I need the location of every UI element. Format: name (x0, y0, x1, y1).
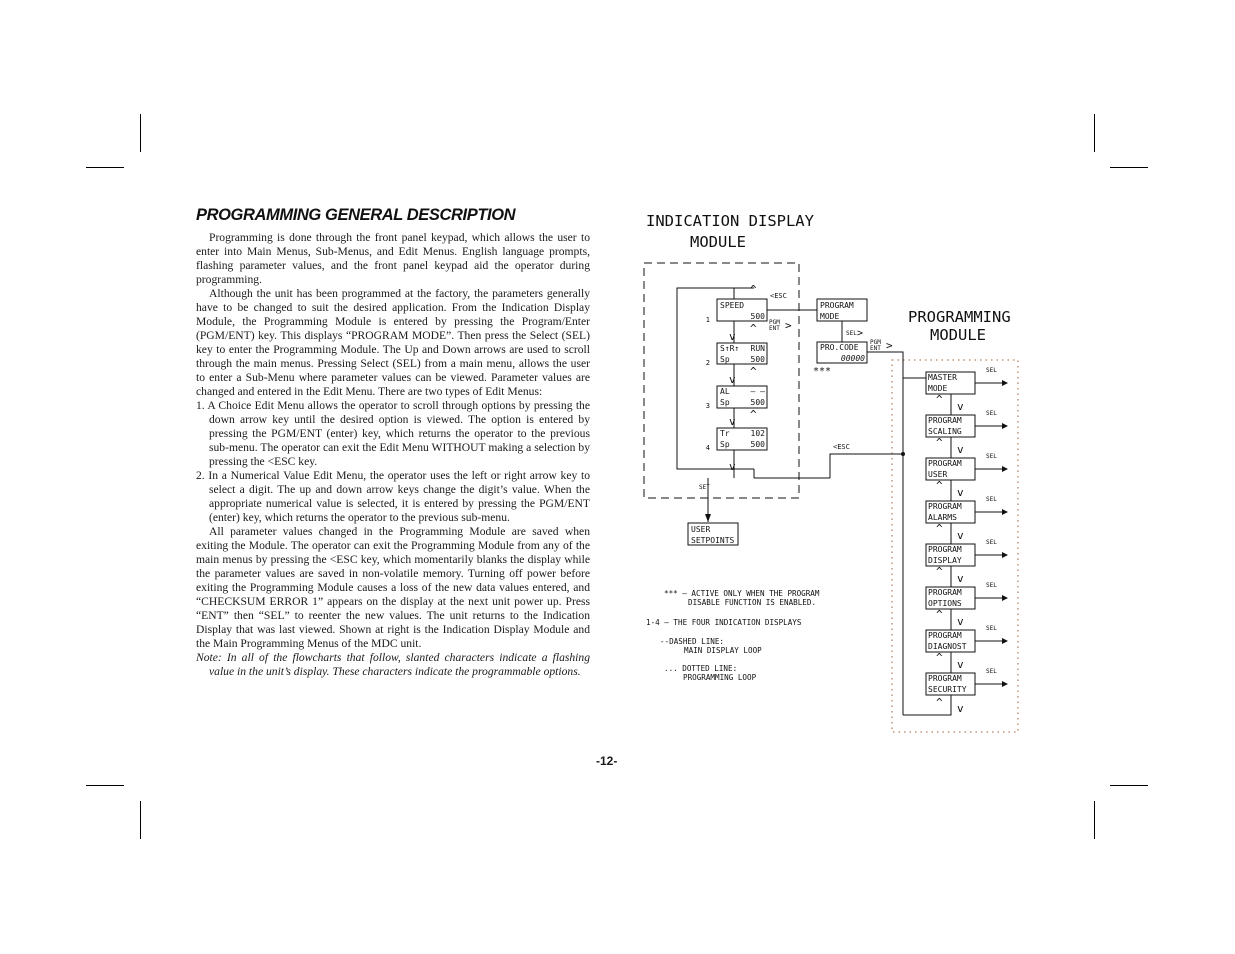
svg-text:v: v (957, 702, 964, 715)
indication-display-1 (706, 299, 767, 324)
list-item-choice-edit: 1. A Choice Edit Menu allows the operator to scroll through options by pressing the down arrow key until the desired option is viewed. The option is entered by pressing the PGM/ENT (enter) key, which returns the operator to the previous sub-menu. The operator can exit the Edit Menu WITHOUT making a selection by pressing the <ESC key. (196, 399, 590, 468)
flowchart-legend (646, 589, 820, 682)
menu-program-security (926, 668, 1008, 695)
crop-mark (1110, 785, 1148, 786)
svg-text:v: v (729, 373, 736, 386)
svg-text:00000: 00000 (840, 354, 865, 363)
svg-text:PGM: PGM (870, 339, 881, 346)
svg-text:AL: AL (720, 387, 730, 396)
svg-text:MODE: MODE (928, 384, 948, 393)
paragraph-programming: Although the unit has been programmed at the factory, the parameters generally have to be changed to suit the desired application. From the Indication Display Module, the Programming Module is entered by pressing the Program/Enter (PGM/ENT) key. This displays “PROGRAM MODE”. Then press the Select (SEL) key to enter the Programming Module. The Up and Down arrows are used to scroll through the main menus. Pressing Select (SEL) from a main menu, allows the user to enter a Sub-Menu where parameter values can be viewed. Parameter values are changed and entered in the Edit Menu. There are two types of Edit Menus: (196, 287, 590, 398)
legend-dashed-line1: --DASHED LINE: (660, 637, 725, 646)
svg-text:SEL: SEL (986, 625, 997, 632)
svg-text:SEL: SEL (986, 668, 997, 675)
menu-program-user (926, 453, 1008, 480)
menu-program-options (926, 582, 1008, 609)
svg-text:v: v (957, 486, 964, 499)
svg-text:– –: – – (750, 387, 765, 396)
svg-text:PROGRAM: PROGRAM (928, 588, 962, 597)
svg-text:^: ^ (936, 608, 943, 621)
svg-text:^: ^ (750, 283, 757, 296)
svg-text:SPEED: SPEED (720, 301, 745, 310)
svg-text:S↑R↑: S↑R↑ (720, 344, 740, 353)
svg-text:^: ^ (750, 365, 757, 378)
svg-text:Sp: Sp (720, 355, 730, 364)
svg-text:102: 102 (750, 429, 765, 438)
legend-displays: 1-4 – THE FOUR INDICATION DISPLAYS (646, 618, 802, 627)
svg-text:3: 3 (705, 402, 710, 410)
svg-text:v: v (957, 615, 964, 628)
svg-text:2: 2 (705, 359, 710, 367)
menu-program-diagnost (926, 625, 1008, 652)
programming-flowchart (610, 200, 1040, 740)
legend-stars-line1: *** – ACTIVE ONLY WHEN THE PROGRAM (664, 589, 820, 598)
svg-text:PROGRAM: PROGRAM (928, 459, 962, 468)
menu-program-alarms (926, 496, 1008, 523)
indication-display-2 (706, 343, 767, 367)
svg-text:^: ^ (750, 322, 757, 335)
svg-text:PROGRAM: PROGRAM (928, 631, 962, 640)
svg-text:SEL: SEL (986, 539, 997, 546)
menu-program-scaling (926, 410, 1008, 437)
svg-text:PROGRAM: PROGRAM (928, 545, 962, 554)
svg-text:>: > (785, 319, 792, 332)
stars-marker: *** (813, 366, 832, 377)
paragraph-intro: Programming is done through the front panel keypad, which allows the user to enter into Main Menus, Sub-Menus, and Edit Menus. English language prompts, flashing parameter values, and the front panel keypad aid the operator during programming. (196, 231, 590, 286)
svg-text:SEL: SEL (986, 367, 997, 374)
svg-text:^: ^ (936, 522, 943, 535)
svg-text:RUN: RUN (750, 344, 765, 353)
svg-text:v: v (957, 443, 964, 456)
svg-text:>: > (857, 328, 864, 339)
legend-dotted-line1: ... DOTTED LINE: (664, 664, 738, 673)
svg-text:SECURITY: SECURITY (928, 685, 967, 694)
text-column (196, 206, 590, 679)
svg-text:^: ^ (936, 565, 943, 578)
svg-text:1: 1 (705, 316, 710, 324)
crop-mark (1110, 167, 1148, 168)
svg-text:v: v (957, 529, 964, 542)
legend-dotted-line2: PROGRAMMING LOOP (683, 673, 757, 682)
svg-text:^: ^ (936, 479, 943, 492)
crop-mark (140, 114, 141, 152)
ent-key-label: ENT (769, 325, 780, 332)
page-number: -12- (596, 754, 618, 768)
svg-text:USER: USER (928, 470, 948, 479)
crop-mark (140, 801, 141, 839)
svg-text:PROGRAM: PROGRAM (928, 674, 962, 683)
svg-text:ALARMS: ALARMS (928, 513, 957, 522)
indication-title-line1: INDICATION DISPLAY (646, 212, 814, 230)
svg-text:SEL: SEL (986, 453, 997, 460)
svg-text:USER: USER (691, 525, 711, 534)
svg-text:PRO.CODE: PRO.CODE (820, 343, 859, 352)
svg-text:^: ^ (936, 696, 943, 709)
crop-mark (1094, 801, 1095, 839)
svg-text:PROGRAM: PROGRAM (928, 416, 962, 425)
svg-text:SETPOINTS: SETPOINTS (691, 536, 735, 545)
svg-text:v: v (957, 572, 964, 585)
list-item-numerical-edit: 2. In a Numerical Value Edit Menu, the operator uses the left or right arrow key to select a digit. The up and down arrow keys change the digit’s value. When the appropriate numerical value is selected, it is entered by pressing the PGM/ENT (enter) key, which returns the operator to the previous sub-menu. (196, 469, 590, 524)
svg-text:SEL: SEL (986, 496, 997, 503)
crop-mark (86, 785, 124, 786)
indication-display-3 (706, 386, 767, 410)
svg-text:500: 500 (750, 355, 765, 364)
svg-text:DISPLAY: DISPLAY (928, 556, 962, 565)
svg-text:SEL: SEL (986, 410, 997, 417)
indication-display-4 (706, 428, 767, 452)
svg-text:>: > (886, 339, 893, 352)
svg-text:^: ^ (936, 436, 943, 449)
svg-text:DIAGNOST: DIAGNOST (928, 642, 967, 651)
svg-text:4: 4 (705, 444, 710, 452)
svg-text:v: v (729, 415, 736, 428)
programming-title-line2: MODULE (930, 326, 986, 344)
svg-text:SEL: SEL (986, 582, 997, 589)
svg-text:Tr: Tr (720, 429, 730, 438)
svg-text:MASTER: MASTER (928, 373, 957, 382)
svg-text:PROGRAM: PROGRAM (820, 301, 854, 310)
esc-return-label: <ESC (833, 443, 850, 451)
set-key-label: SET (699, 484, 710, 491)
esc-key-label: <ESC (770, 292, 787, 300)
svg-text:OPTIONS: OPTIONS (928, 599, 962, 608)
menu-master-mode (926, 367, 1008, 394)
paragraph-saving: All parameter values changed in the Programming Module are saved when exiting the Module. The operator can exit the Programming Module from any of the main menus by pressing the <ESC key, which momentarily blanks the display while the parameter values are saved in non-volatile memory. Turning off power before exiting the Programming Module causes a loss of the new data values entered, and “CHECKSUM ERROR 1” appears on the display at the next unit power up. Press “ENT” then “SEL” to reenter the new values. The unit returns to the Indication Display that was last viewed. Shown at right is the Indication Display Module and the Main Programming Menus of the MDC unit. (196, 525, 590, 650)
svg-text:v: v (957, 658, 964, 671)
menu-program-display (926, 539, 1008, 566)
user-setpoints-display (688, 523, 738, 545)
svg-text:500: 500 (750, 440, 765, 449)
programming-title-line1: PROGRAMMING (908, 308, 1011, 326)
indication-title-line2: MODULE (690, 233, 746, 251)
svg-text:ENT: ENT (870, 345, 881, 352)
svg-text:500: 500 (750, 398, 765, 407)
sel-key-label: SEL (846, 330, 857, 337)
svg-text:Sp: Sp (720, 398, 730, 407)
svg-text:MODE: MODE (820, 312, 840, 321)
pro-code-display (817, 342, 867, 363)
svg-text:Sp: Sp (720, 440, 730, 449)
svg-text:v: v (957, 400, 964, 413)
svg-text:500: 500 (750, 312, 765, 321)
svg-text:^: ^ (936, 393, 943, 406)
crop-mark (1094, 114, 1095, 152)
legend-dashed-line2: MAIN DISPLAY LOOP (684, 646, 762, 655)
program-mode-display (817, 299, 867, 321)
svg-text:SCALING: SCALING (928, 427, 962, 436)
svg-text:^: ^ (750, 408, 757, 421)
pgm-key-label: PGM (769, 319, 780, 326)
page-heading: PROGRAMMING GENERAL DESCRIPTION (196, 206, 516, 224)
note: Note: In all of the flowcharts that follow, slanted characters indicate a flashing value in the unit’s display. These characters indicate the programmable options. (196, 651, 590, 678)
legend-stars-line2: DISABLE FUNCTION IS ENABLED. (688, 598, 817, 607)
svg-text:v: v (729, 460, 736, 473)
svg-text:v: v (729, 330, 736, 343)
svg-text:PROGRAM: PROGRAM (928, 502, 962, 511)
svg-text:^: ^ (936, 651, 943, 664)
crop-mark (86, 167, 124, 168)
